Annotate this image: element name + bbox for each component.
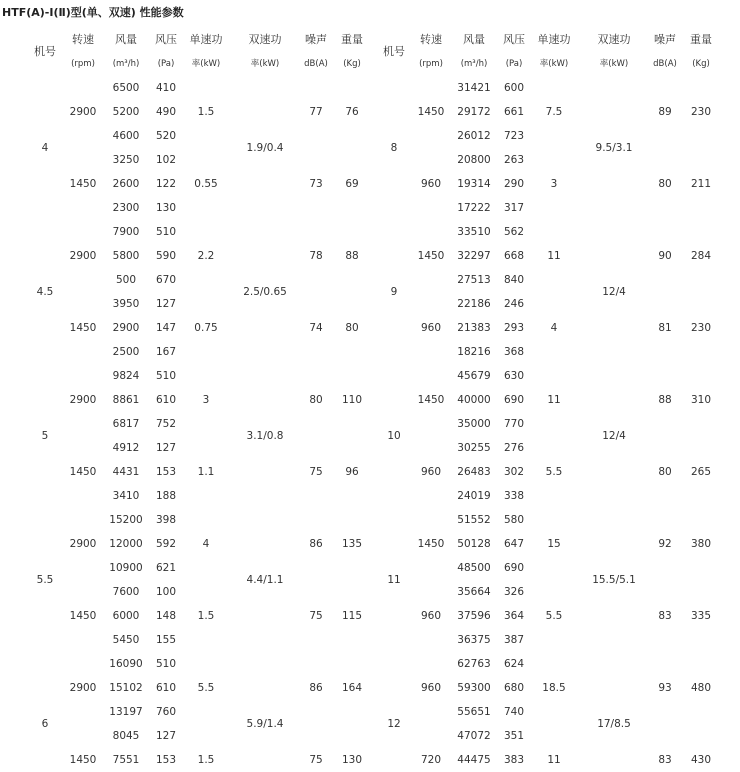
cell-flow: 24019: [457, 490, 491, 502]
cell-pressure: 317: [503, 202, 525, 214]
cell-pressure: 100: [155, 586, 177, 598]
cell-pressure: 102: [155, 154, 177, 166]
cell-noise: 80: [658, 466, 672, 478]
cell-weight: 80: [345, 322, 359, 334]
cell-single-power: 1.1: [197, 466, 215, 478]
cell-flow: 20800: [457, 154, 491, 166]
cell-noise: 83: [658, 754, 672, 766]
cell-pressure: 148: [155, 610, 177, 622]
header-noise-unit-right: dB(A): [653, 59, 677, 69]
cell-speed: 960: [420, 178, 442, 190]
cell-machine: 5: [41, 430, 49, 442]
cell-flow: 7551: [112, 754, 140, 766]
cell-dual-power: 2.5/0.65: [243, 286, 287, 298]
cell-pressure: 188: [155, 490, 177, 502]
cell-speed: 1450: [69, 322, 97, 334]
cell-weight: 88: [345, 250, 359, 262]
cell-single-power: 0.75: [194, 322, 218, 334]
cell-weight: 430: [690, 754, 712, 766]
cell-noise: 78: [309, 250, 323, 262]
cell-speed: 2900: [69, 250, 97, 262]
cell-dual-power: 9.5/3.1: [595, 142, 633, 154]
cell-pressure: 510: [155, 370, 177, 382]
cell-weight: 76: [345, 106, 359, 118]
cell-flow: 35000: [457, 418, 491, 430]
cell-pressure: 263: [503, 154, 525, 166]
cell-flow: 22186: [457, 298, 491, 310]
cell-pressure: 383: [503, 754, 525, 766]
cell-flow: 2900: [112, 322, 140, 334]
cell-pressure: 153: [155, 754, 177, 766]
cell-noise: 86: [309, 682, 323, 694]
cell-pressure: 840: [503, 274, 525, 286]
header-pressure-right: 风压: [503, 33, 525, 46]
cell-pressure: 387: [503, 634, 525, 646]
cell-pressure: 580: [503, 514, 525, 526]
cell-flow: 48500: [457, 562, 491, 574]
cell-speed: 2900: [69, 106, 97, 118]
cell-pressure: 647: [503, 538, 525, 550]
header-dual-power-unit-left: 率(kW): [250, 59, 280, 69]
cell-noise: 74: [309, 322, 323, 334]
cell-machine: 9: [390, 286, 398, 298]
header-noise-left: 噪声: [305, 33, 327, 46]
cell-pressure: 621: [155, 562, 177, 574]
cell-pressure: 610: [155, 682, 177, 694]
cell-pressure: 752: [155, 418, 177, 430]
cell-speed: 1450: [69, 466, 97, 478]
header-dual-power-right: 双速功: [597, 33, 631, 46]
cell-machine: 5.5: [36, 574, 54, 586]
header-single-power-unit-right: 率(kW): [539, 59, 569, 69]
cell-speed: 1450: [69, 754, 97, 766]
header-dual-power-left: 双速功: [248, 33, 282, 46]
cell-pressure: 147: [155, 322, 177, 334]
cell-weight: 230: [690, 322, 712, 334]
header-single-power-left: 单速功: [189, 33, 223, 46]
cell-pressure: 600: [503, 82, 525, 94]
cell-flow: 16090: [109, 658, 143, 670]
cell-pressure: 510: [155, 226, 177, 238]
cell-single-power: 1.5: [197, 106, 215, 118]
header-flow-unit-left: (m³/h): [112, 59, 140, 69]
cell-flow: 9824: [112, 370, 140, 382]
cell-pressure: 302: [503, 466, 525, 478]
header-flow-unit-right: (m³/h): [460, 59, 488, 69]
cell-flow: 59300: [457, 682, 491, 694]
cell-pressure: 130: [155, 202, 177, 214]
cell-pressure: 127: [155, 298, 177, 310]
cell-pressure: 338: [503, 490, 525, 502]
cell-weight: 110: [341, 394, 363, 406]
cell-dual-power: 15.5/5.1: [592, 574, 636, 586]
cell-flow: 2300: [112, 202, 140, 214]
cell-pressure: 326: [503, 586, 525, 598]
page-title: HTF(A)-Ⅰ(Ⅱ)型(单、双速) 性能参数: [2, 6, 184, 19]
cell-flow: 26483: [457, 466, 491, 478]
cell-single-power: 7.5: [545, 106, 563, 118]
cell-single-power: 1.5: [197, 610, 215, 622]
cell-pressure: 410: [155, 82, 177, 94]
cell-dual-power: 17/8.5: [597, 718, 631, 730]
cell-speed: 1450: [417, 538, 445, 550]
cell-noise: 92: [658, 538, 672, 550]
cell-flow: 6817: [112, 418, 140, 430]
cell-flow: 7900: [112, 226, 140, 238]
cell-flow: 36375: [457, 634, 491, 646]
header-flow-left: 风量: [115, 33, 137, 46]
header-flow-right: 风量: [463, 33, 485, 46]
cell-pressure: 276: [503, 442, 525, 454]
cell-weight: 480: [690, 682, 712, 694]
cell-speed: 2900: [69, 538, 97, 550]
cell-weight: 135: [341, 538, 363, 550]
cell-flow: 44475: [457, 754, 491, 766]
cell-flow: 3250: [112, 154, 140, 166]
cell-flow: 26012: [457, 130, 491, 142]
cell-pressure: 510: [155, 658, 177, 670]
cell-weight: 115: [341, 610, 363, 622]
cell-noise: 75: [309, 610, 323, 622]
cell-pressure: 592: [155, 538, 177, 550]
cell-flow: 4431: [112, 466, 140, 478]
cell-single-power: 11: [547, 754, 561, 766]
cell-flow: 21383: [457, 322, 491, 334]
header-speed-left: 转速: [72, 33, 94, 46]
header-single-power-right: 单速功: [537, 33, 571, 46]
cell-machine: 10: [387, 430, 401, 442]
cell-flow: 31421: [457, 82, 491, 94]
cell-noise: 73: [309, 178, 323, 190]
cell-weight: 310: [690, 394, 712, 406]
cell-pressure: 167: [155, 346, 177, 358]
cell-speed: 960: [420, 322, 442, 334]
cell-pressure: 630: [503, 370, 525, 382]
cell-flow: 3410: [112, 490, 140, 502]
cell-flow: 35664: [457, 586, 491, 598]
cell-flow: 15102: [109, 682, 143, 694]
header-noise-right: 噪声: [654, 33, 676, 46]
cell-weight: 130: [341, 754, 363, 766]
cell-flow: 500: [115, 274, 137, 286]
cell-pressure: 364: [503, 610, 525, 622]
cell-single-power: 11: [547, 394, 561, 406]
cell-speed: 1450: [69, 178, 97, 190]
header-pressure-unit-left: (Pa): [157, 59, 175, 69]
header-pressure-left: 风压: [155, 33, 177, 46]
cell-speed: 720: [420, 754, 442, 766]
cell-weight: 69: [345, 178, 359, 190]
cell-pressure: 562: [503, 226, 525, 238]
cell-noise: 75: [309, 754, 323, 766]
header-speed-unit-right: (rpm): [419, 59, 443, 69]
cell-weight: 380: [690, 538, 712, 550]
cell-pressure: 624: [503, 658, 525, 670]
cell-single-power: 15: [547, 538, 561, 550]
cell-pressure: 293: [503, 322, 525, 334]
cell-weight: 164: [341, 682, 363, 694]
cell-single-power: 5.5: [545, 466, 563, 478]
cell-pressure: 760: [155, 706, 177, 718]
cell-dual-power: 12/4: [602, 286, 626, 298]
cell-single-power: 2.2: [197, 250, 215, 262]
cell-single-power: 3: [550, 178, 558, 190]
cell-weight: 265: [690, 466, 712, 478]
cell-noise: 90: [658, 250, 672, 262]
cell-pressure: 398: [155, 514, 177, 526]
cell-flow: 37596: [457, 610, 491, 622]
cell-machine: 11: [387, 574, 401, 586]
cell-weight: 96: [345, 466, 359, 478]
cell-pressure: 351: [503, 730, 525, 742]
cell-noise: 77: [309, 106, 323, 118]
cell-noise: 75: [309, 466, 323, 478]
header-weight-unit-right: (Kg): [692, 59, 710, 69]
cell-weight: 284: [690, 250, 712, 262]
header-weight-right: 重量: [690, 33, 712, 46]
cell-flow: 15200: [109, 514, 143, 526]
cell-dual-power: 5.9/1.4: [246, 718, 284, 730]
cell-flow: 30255: [457, 442, 491, 454]
cell-weight: 335: [690, 610, 712, 622]
cell-flow: 50128: [457, 538, 491, 550]
cell-speed: 960: [420, 466, 442, 478]
cell-flow: 40000: [457, 394, 491, 406]
cell-machine: 6: [41, 718, 49, 730]
cell-noise: 83: [658, 610, 672, 622]
cell-pressure: 127: [155, 442, 177, 454]
header-pressure-unit-right: (Pa): [505, 59, 523, 69]
cell-single-power: 3: [202, 394, 210, 406]
cell-flow: 55651: [457, 706, 491, 718]
cell-single-power: 11: [547, 250, 561, 262]
cell-flow: 12000: [109, 538, 143, 550]
cell-flow: 18216: [457, 346, 491, 358]
cell-single-power: 1.5: [197, 754, 215, 766]
cell-single-power: 4: [550, 322, 558, 334]
header-noise-unit-left: dB(A): [304, 59, 328, 69]
cell-flow: 32297: [457, 250, 491, 262]
cell-flow: 8045: [112, 730, 140, 742]
cell-pressure: 590: [155, 250, 177, 262]
cell-flow: 2600: [112, 178, 140, 190]
cell-speed: 960: [420, 610, 442, 622]
cell-pressure: 723: [503, 130, 525, 142]
cell-pressure: 690: [503, 394, 525, 406]
cell-flow: 4912: [112, 442, 140, 454]
cell-pressure: 127: [155, 730, 177, 742]
cell-noise: 81: [658, 322, 672, 334]
cell-flow: 5800: [112, 250, 140, 262]
header-machine-right: 机号: [383, 45, 405, 58]
cell-flow: 29172: [457, 106, 491, 118]
cell-pressure: 368: [503, 346, 525, 358]
cell-single-power: 0.55: [194, 178, 218, 190]
cell-flow: 10900: [109, 562, 143, 574]
cell-flow: 51552: [457, 514, 491, 526]
cell-noise: 88: [658, 394, 672, 406]
cell-noise: 80: [309, 394, 323, 406]
cell-noise: 89: [658, 106, 672, 118]
header-weight-left: 重量: [341, 33, 363, 46]
cell-flow: 13197: [109, 706, 143, 718]
header-single-power-unit-left: 率(kW): [191, 59, 221, 69]
cell-flow: 45679: [457, 370, 491, 382]
cell-dual-power: 12/4: [602, 430, 626, 442]
cell-dual-power: 1.9/0.4: [246, 142, 284, 154]
cell-speed: 1450: [417, 394, 445, 406]
cell-single-power: 5.5: [197, 682, 215, 694]
header-speed-right: 转速: [420, 33, 442, 46]
cell-speed: 1450: [417, 106, 445, 118]
cell-speed: 960: [420, 682, 442, 694]
cell-pressure: 770: [503, 418, 525, 430]
cell-flow: 5450: [112, 634, 140, 646]
cell-pressure: 740: [503, 706, 525, 718]
cell-speed: 1450: [69, 610, 97, 622]
cell-machine: 8: [390, 142, 398, 154]
cell-flow: 19314: [457, 178, 491, 190]
cell-noise: 86: [309, 538, 323, 550]
cell-flow: 6500: [112, 82, 140, 94]
cell-noise: 93: [658, 682, 672, 694]
cell-flow: 27513: [457, 274, 491, 286]
cell-noise: 80: [658, 178, 672, 190]
cell-speed: 1450: [417, 250, 445, 262]
cell-pressure: 122: [155, 178, 177, 190]
cell-weight: 230: [690, 106, 712, 118]
cell-pressure: 520: [155, 130, 177, 142]
cell-flow: 4600: [112, 130, 140, 142]
cell-machine: 4.5: [36, 286, 54, 298]
cell-pressure: 155: [155, 634, 177, 646]
cell-flow: 2500: [112, 346, 140, 358]
cell-pressure: 490: [155, 106, 177, 118]
cell-pressure: 610: [155, 394, 177, 406]
cell-single-power: 18.5: [542, 682, 566, 694]
cell-pressure: 680: [503, 682, 525, 694]
cell-speed: 2900: [69, 394, 97, 406]
cell-single-power: 4: [202, 538, 210, 550]
cell-flow: 33510: [457, 226, 491, 238]
header-speed-unit-left: (rpm): [71, 59, 95, 69]
cell-dual-power: 3.1/0.8: [246, 430, 284, 442]
cell-machine: 12: [387, 718, 401, 730]
cell-flow: 5200: [112, 106, 140, 118]
cell-flow: 6000: [112, 610, 140, 622]
cell-flow: 8861: [112, 394, 140, 406]
cell-machine: 4: [41, 142, 49, 154]
cell-pressure: 661: [503, 106, 525, 118]
cell-flow: 3950: [112, 298, 140, 310]
cell-pressure: 246: [503, 298, 525, 310]
cell-dual-power: 4.4/1.1: [246, 574, 284, 586]
header-dual-power-unit-right: 率(kW): [599, 59, 629, 69]
cell-flow: 47072: [457, 730, 491, 742]
header-machine-left: 机号: [34, 45, 56, 58]
cell-single-power: 5.5: [545, 610, 563, 622]
cell-weight: 211: [690, 178, 712, 190]
cell-pressure: 690: [503, 562, 525, 574]
cell-pressure: 290: [503, 178, 525, 190]
cell-flow: 7600: [112, 586, 140, 598]
header-weight-unit-left: (Kg): [343, 59, 361, 69]
cell-speed: 2900: [69, 682, 97, 694]
cell-pressure: 668: [503, 250, 525, 262]
cell-pressure: 153: [155, 466, 177, 478]
cell-flow: 17222: [457, 202, 491, 214]
cell-pressure: 670: [155, 274, 177, 286]
cell-flow: 62763: [457, 658, 491, 670]
